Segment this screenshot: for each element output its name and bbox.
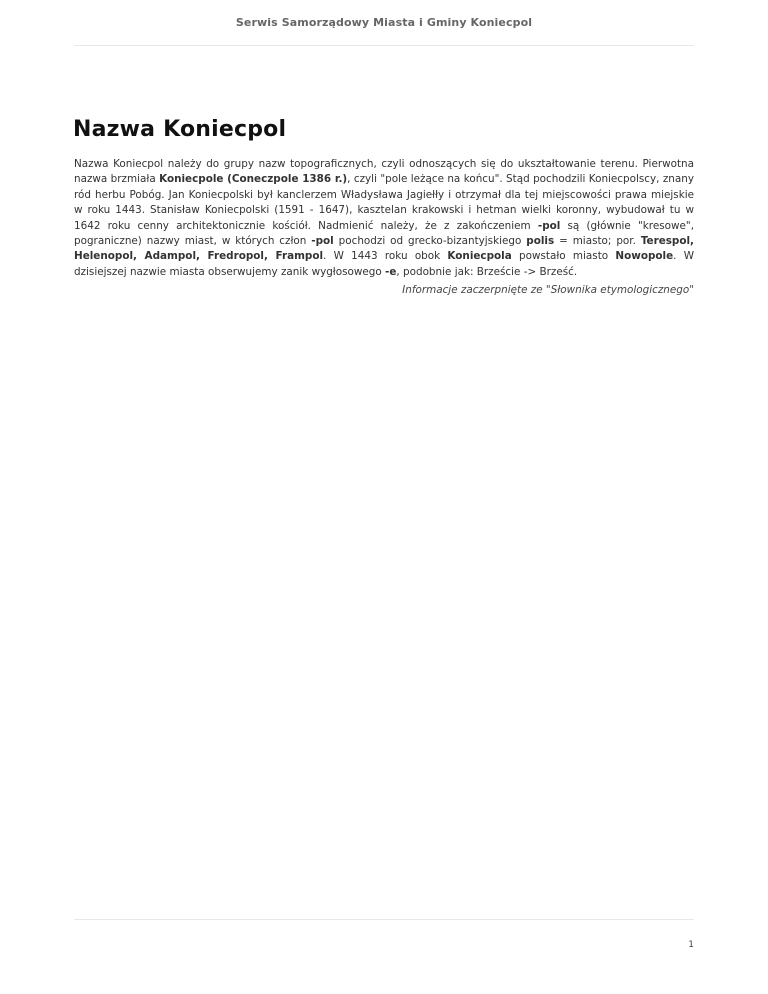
text-run: , czyli "pole leżące na końcu". Stąd pochodzili Koniecpolscy, znany ród herbu Pobóg. Jan Koniecpolski był kanclerzem Władysława Jagiełły i otrzymał dla tej miejscowości prawa miejskie w roku 1443. Stanisław Koniecpolski (1591 - 1647), kasztelan krakowski i hetman wielki koronny, wybudował tu w 1642 roku cenny architektonicznie kościół. Nadmienić należy, że z zakończeniem [74, 173, 694, 232]
bold-run: -pol [537, 219, 561, 232]
source-note: Informacje zaczerpnięte ze "Słownika etymologicznego" [402, 284, 694, 296]
bold-run: -pol [311, 235, 334, 248]
footer-divider [74, 919, 694, 920]
page-number: 1 [688, 940, 694, 950]
bold-run: Koniecpola [447, 250, 512, 263]
bold-run: polis [526, 235, 555, 248]
bold-run: Nowopole [615, 250, 674, 263]
text-run: są (głównie "kresowe", pograniczne) nazwy miast, w których człon [74, 219, 694, 248]
bold-run: Koniecpole (Coneczpole 1386 r.) [159, 173, 348, 186]
text-run: . W dzisiejszej nazwie miasta obserwujemy zanik wygłosowego [74, 250, 694, 278]
bold-run: -e [385, 265, 397, 278]
text-run: Nazwa Koniecpol należy do grupy nazw topograficznych, czyli odnoszących się do ukształtowanie terenu. Pierwotna nazwa brzmiała [74, 158, 694, 186]
text-run: powstało miasto [511, 250, 616, 263]
bold-run: Terespol, Helenopol, Adampol, Fredropol, Frampol [74, 235, 695, 263]
text-run: . W 1443 roku obok [323, 250, 448, 263]
article-paragraph [74, 157, 694, 280]
header-divider [74, 45, 694, 46]
site-header-title: Serwis Samorządowy Miasta i Gminy Koniecpol [235, 16, 533, 29]
text-run: = miasto; por. [554, 235, 641, 248]
text-run: , podobnie jak: Brzeście -> Brześć. [396, 265, 578, 278]
text-run: pochodzi od grecko-bizantyjskiego [333, 235, 527, 248]
page-title: Nazwa Koniecpol [73, 117, 287, 142]
